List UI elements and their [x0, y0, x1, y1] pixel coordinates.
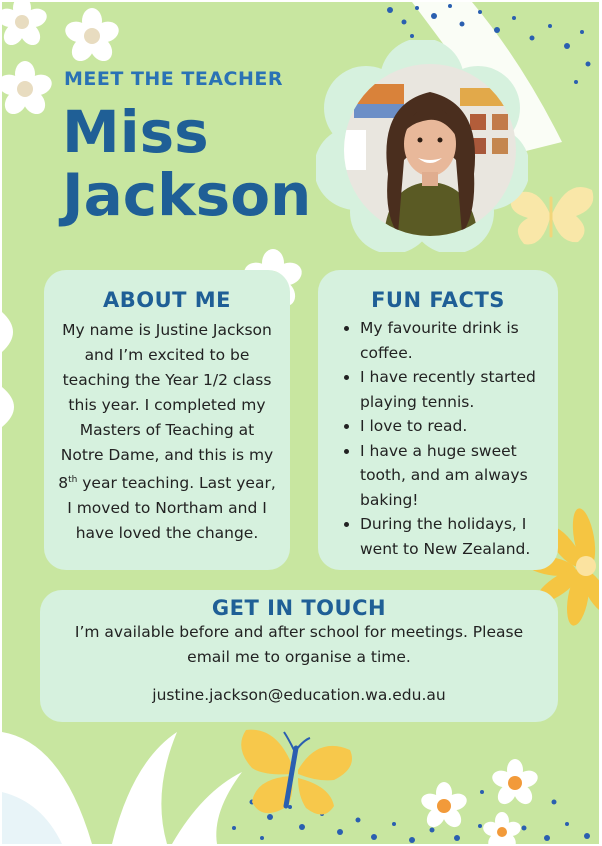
butterfly-icon	[234, 724, 360, 828]
fun-fact-item: • During the holidays, I went to New Zealand.	[360, 512, 558, 561]
email-link[interactable]: justine.jackson@education.wa.edu.au	[152, 686, 446, 704]
daisy-icon	[62, 6, 122, 66]
daisy-icon	[418, 780, 470, 832]
get-in-touch-heading: GET IN TOUCH	[211, 596, 387, 620]
teacher-name-line1: Miss	[62, 98, 209, 166]
teacher-portrait-icon	[344, 64, 516, 236]
fun-facts-card	[318, 270, 558, 570]
daisy-icon	[2, 58, 56, 120]
daisy-icon	[480, 810, 524, 844]
teacher-name-line2: Jackson	[62, 161, 312, 229]
about-me-text	[56, 318, 278, 546]
contact-text-line1: I’m available before and after school for meetings. Please	[74, 623, 524, 641]
fun-facts-heading: FUN FACTS	[371, 288, 505, 312]
ordinal-suffix: th	[68, 475, 78, 485]
contact-text-line2: email me to organise a time.	[187, 648, 411, 666]
fun-fact-item: • I have recently started playing tennis.	[360, 365, 558, 414]
about-me-heading: ABOUT ME	[102, 288, 232, 312]
fun-fact-item: • My favourite drink is coffee.	[360, 316, 558, 365]
fun-fact-item: • I love to read.	[360, 414, 558, 439]
about-text-b: year teaching. Last year, I moved to Northam and I have loved the change.	[67, 474, 276, 543]
meet-the-teacher-label: MEET THE TEACHER	[64, 68, 283, 90]
fun-fact-item: • I have a huge sweet tooth, and am always baking!	[360, 439, 558, 513]
daisy-icon	[488, 756, 542, 810]
about-me-card	[44, 270, 290, 570]
poster	[2, 2, 599, 844]
about-text-a: My name is Justine Jackson and I’m excited to be teaching the Year 1/2 class this year. I completed my Masters of Teaching at Notre Dame, and this is my 8	[58, 321, 274, 493]
fun-facts-list	[318, 316, 558, 561]
daisy-icon	[2, 2, 50, 50]
get-in-touch-card	[40, 590, 558, 722]
